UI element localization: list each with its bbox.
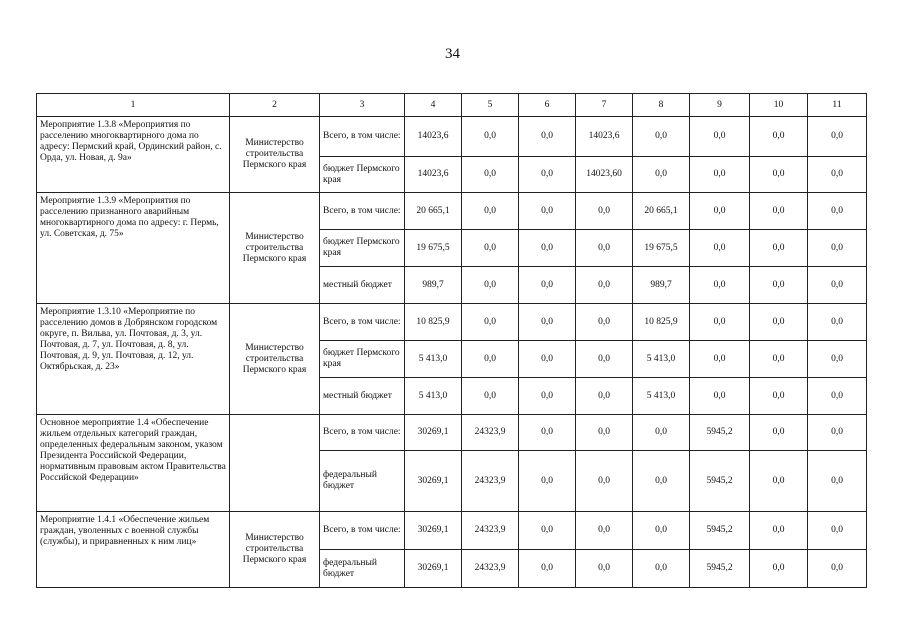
measure-description: Мероприятие 1.3.10 «Мероприятие по расселению домов в Добрянском городском округе, п. Вильва, ул. Почтовая, д. 3, ул. Почтовая, д. 7, ул. Почтовая, д. 8, ул. Почтовая, д. 9, ул. Почтовая, д. 12, ул. Октябрьская, д. 23» — [37, 304, 230, 415]
amount-cell: 0,0 — [519, 550, 576, 588]
funding-source: федеральный бюджет — [320, 451, 405, 512]
amount-cell: 14023,6 — [405, 157, 462, 193]
amount-cell: 20 665,1 — [633, 193, 690, 230]
budget-table — [36, 93, 867, 588]
amount-cell: 5 413,0 — [405, 341, 462, 378]
amount-cell: 0,0 — [633, 512, 690, 550]
amount-cell: 30269,1 — [405, 415, 462, 451]
column-header: 4 — [405, 94, 462, 117]
table-header-row — [37, 94, 867, 117]
amount-cell: 0,0 — [519, 193, 576, 230]
responsible-executor: Министерство строительства Пермского края — [230, 193, 320, 304]
amount-cell: 24323,9 — [462, 415, 519, 451]
amount-cell: 0,0 — [690, 193, 750, 230]
amount-cell: 0,0 — [519, 341, 576, 378]
amount-cell: 24323,9 — [462, 451, 519, 512]
amount-cell: 0,0 — [462, 230, 519, 267]
table-row — [37, 512, 867, 550]
funding-source: Всего, в том числе: — [320, 193, 405, 230]
amount-cell: 0,0 — [519, 117, 576, 157]
amount-cell: 0,0 — [750, 512, 808, 550]
measure-description: Мероприятие 1.3.8 «Мероприятия по расселению многоквартирного дома по адресу: Пермский край, Ординский район, с. Орда, ул. Новая, д. 9а» — [37, 117, 230, 193]
amount-cell: 19 675,5 — [405, 230, 462, 267]
amount-cell: 0,0 — [808, 117, 867, 157]
amount-cell: 5 413,0 — [405, 378, 462, 415]
amount-cell: 0,0 — [576, 267, 633, 304]
responsible-executor — [230, 415, 320, 512]
amount-cell: 0,0 — [633, 550, 690, 588]
amount-cell: 0,0 — [750, 157, 808, 193]
amount-cell: 0,0 — [576, 230, 633, 267]
amount-cell: 24323,9 — [462, 550, 519, 588]
column-header: 9 — [690, 94, 750, 117]
amount-cell: 0,0 — [808, 193, 867, 230]
column-header: 11 — [808, 94, 867, 117]
amount-cell: 20 665,1 — [405, 193, 462, 230]
amount-cell: 0,0 — [519, 512, 576, 550]
amount-cell: 0,0 — [808, 267, 867, 304]
amount-cell: 0,0 — [576, 193, 633, 230]
table-body — [37, 117, 867, 588]
column-header: 1 — [37, 94, 230, 117]
amount-cell: 5 413,0 — [633, 341, 690, 378]
amount-cell: 0,0 — [750, 193, 808, 230]
amount-cell: 5945,2 — [690, 512, 750, 550]
amount-cell: 5945,2 — [690, 550, 750, 588]
amount-cell: 0,0 — [750, 230, 808, 267]
amount-cell: 0,0 — [519, 304, 576, 341]
funding-source: Всего, в том числе: — [320, 512, 405, 550]
funding-source: местный бюджет — [320, 267, 405, 304]
amount-cell: 0,0 — [750, 451, 808, 512]
amount-cell: 0,0 — [519, 230, 576, 267]
amount-cell: 0,0 — [633, 157, 690, 193]
amount-cell: 989,7 — [633, 267, 690, 304]
amount-cell: 0,0 — [519, 267, 576, 304]
amount-cell: 0,0 — [633, 117, 690, 157]
amount-cell: 0,0 — [576, 512, 633, 550]
funding-source: Всего, в том числе: — [320, 304, 405, 341]
amount-cell: 0,0 — [633, 451, 690, 512]
responsible-executor: Министерство строительства Пермского края — [230, 512, 320, 588]
funding-source: Всего, в том числе: — [320, 117, 405, 157]
funding-source: бюджет Пермского края — [320, 230, 405, 267]
amount-cell: 19 675,5 — [633, 230, 690, 267]
amount-cell: 0,0 — [462, 378, 519, 415]
funding-source: федеральный бюджет — [320, 550, 405, 588]
amount-cell: 0,0 — [462, 341, 519, 378]
amount-cell: 0,0 — [690, 230, 750, 267]
measure-description: Основное мероприятие 1.4 «Обеспечение жильем отдельных категорий граждан, определенных федеральным законом, указом Президента Российской Федерации, нормативным правовым актом Правительства Российской Федерации» — [37, 415, 230, 512]
measure-description: Мероприятие 1.4.1 «Обеспечение жильем граждан, уволенных с военной службы (службы), и приравненных к ним лиц» — [37, 512, 230, 588]
column-header: 10 — [750, 94, 808, 117]
amount-cell: 0,0 — [750, 378, 808, 415]
amount-cell: 0,0 — [576, 378, 633, 415]
amount-cell: 0,0 — [690, 341, 750, 378]
amount-cell: 989,7 — [405, 267, 462, 304]
amount-cell: 0,0 — [808, 550, 867, 588]
column-header: 2 — [230, 94, 320, 117]
amount-cell: 0,0 — [750, 117, 808, 157]
amount-cell: 0,0 — [808, 512, 867, 550]
funding-source: бюджет Пермского края — [320, 157, 405, 193]
amount-cell: 0,0 — [808, 415, 867, 451]
amount-cell: 0,0 — [462, 304, 519, 341]
amount-cell: 0,0 — [750, 415, 808, 451]
funding-source: местный бюджет — [320, 378, 405, 415]
amount-cell: 5945,2 — [690, 415, 750, 451]
amount-cell: 30269,1 — [405, 451, 462, 512]
amount-cell: 0,0 — [750, 341, 808, 378]
amount-cell: 0,0 — [690, 304, 750, 341]
amount-cell: 0,0 — [576, 415, 633, 451]
table-row — [37, 415, 867, 451]
amount-cell: 0,0 — [576, 304, 633, 341]
amount-cell: 0,0 — [519, 451, 576, 512]
amount-cell: 0,0 — [690, 117, 750, 157]
responsible-executor: Министерство строительства Пермского края — [230, 304, 320, 415]
amount-cell: 0,0 — [690, 157, 750, 193]
amount-cell: 5 413,0 — [633, 378, 690, 415]
amount-cell: 0,0 — [576, 451, 633, 512]
amount-cell: 0,0 — [462, 193, 519, 230]
amount-cell: 0,0 — [808, 451, 867, 512]
funding-source: бюджет Пермского края — [320, 341, 405, 378]
measure-description: Мероприятие 1.3.9 «Мероприятия по расселению признанного аварийным многоквартирного дома по адресу: г. Пермь, ул. Советская, д. 75» — [37, 193, 230, 304]
amount-cell: 0,0 — [633, 415, 690, 451]
amount-cell: 0,0 — [462, 267, 519, 304]
amount-cell: 0,0 — [808, 157, 867, 193]
table-row — [37, 193, 867, 230]
amount-cell: 0,0 — [462, 117, 519, 157]
responsible-executor: Министерство строительства Пермского края — [230, 117, 320, 193]
amount-cell: 0,0 — [808, 304, 867, 341]
amount-cell: 0,0 — [519, 415, 576, 451]
amount-cell: 0,0 — [808, 230, 867, 267]
amount-cell: 0,0 — [462, 157, 519, 193]
amount-cell: 14023,6 — [405, 117, 462, 157]
table-row — [37, 304, 867, 341]
amount-cell: 0,0 — [519, 378, 576, 415]
amount-cell: 10 825,9 — [405, 304, 462, 341]
amount-cell: 0,0 — [576, 341, 633, 378]
amount-cell: 0,0 — [808, 341, 867, 378]
amount-cell: 0,0 — [750, 304, 808, 341]
amount-cell: 0,0 — [750, 267, 808, 304]
amount-cell: 10 825,9 — [633, 304, 690, 341]
amount-cell: 0,0 — [519, 157, 576, 193]
amount-cell: 0,0 — [576, 550, 633, 588]
amount-cell: 14023,60 — [576, 157, 633, 193]
amount-cell: 24323,9 — [462, 512, 519, 550]
table-row — [37, 117, 867, 157]
amount-cell: 30269,1 — [405, 512, 462, 550]
page-number: 34 — [445, 46, 460, 62]
column-header: 3 — [320, 94, 405, 117]
column-header: 8 — [633, 94, 690, 117]
amount-cell: 0,0 — [808, 378, 867, 415]
amount-cell: 0,0 — [750, 550, 808, 588]
amount-cell: 14023,6 — [576, 117, 633, 157]
column-header: 7 — [576, 94, 633, 117]
amount-cell: 5945,2 — [690, 451, 750, 512]
amount-cell: 0,0 — [690, 378, 750, 415]
amount-cell: 0,0 — [690, 267, 750, 304]
column-header: 5 — [462, 94, 519, 117]
funding-source: Всего, в том числе: — [320, 415, 405, 451]
amount-cell: 30269,1 — [405, 550, 462, 588]
column-header: 6 — [519, 94, 576, 117]
